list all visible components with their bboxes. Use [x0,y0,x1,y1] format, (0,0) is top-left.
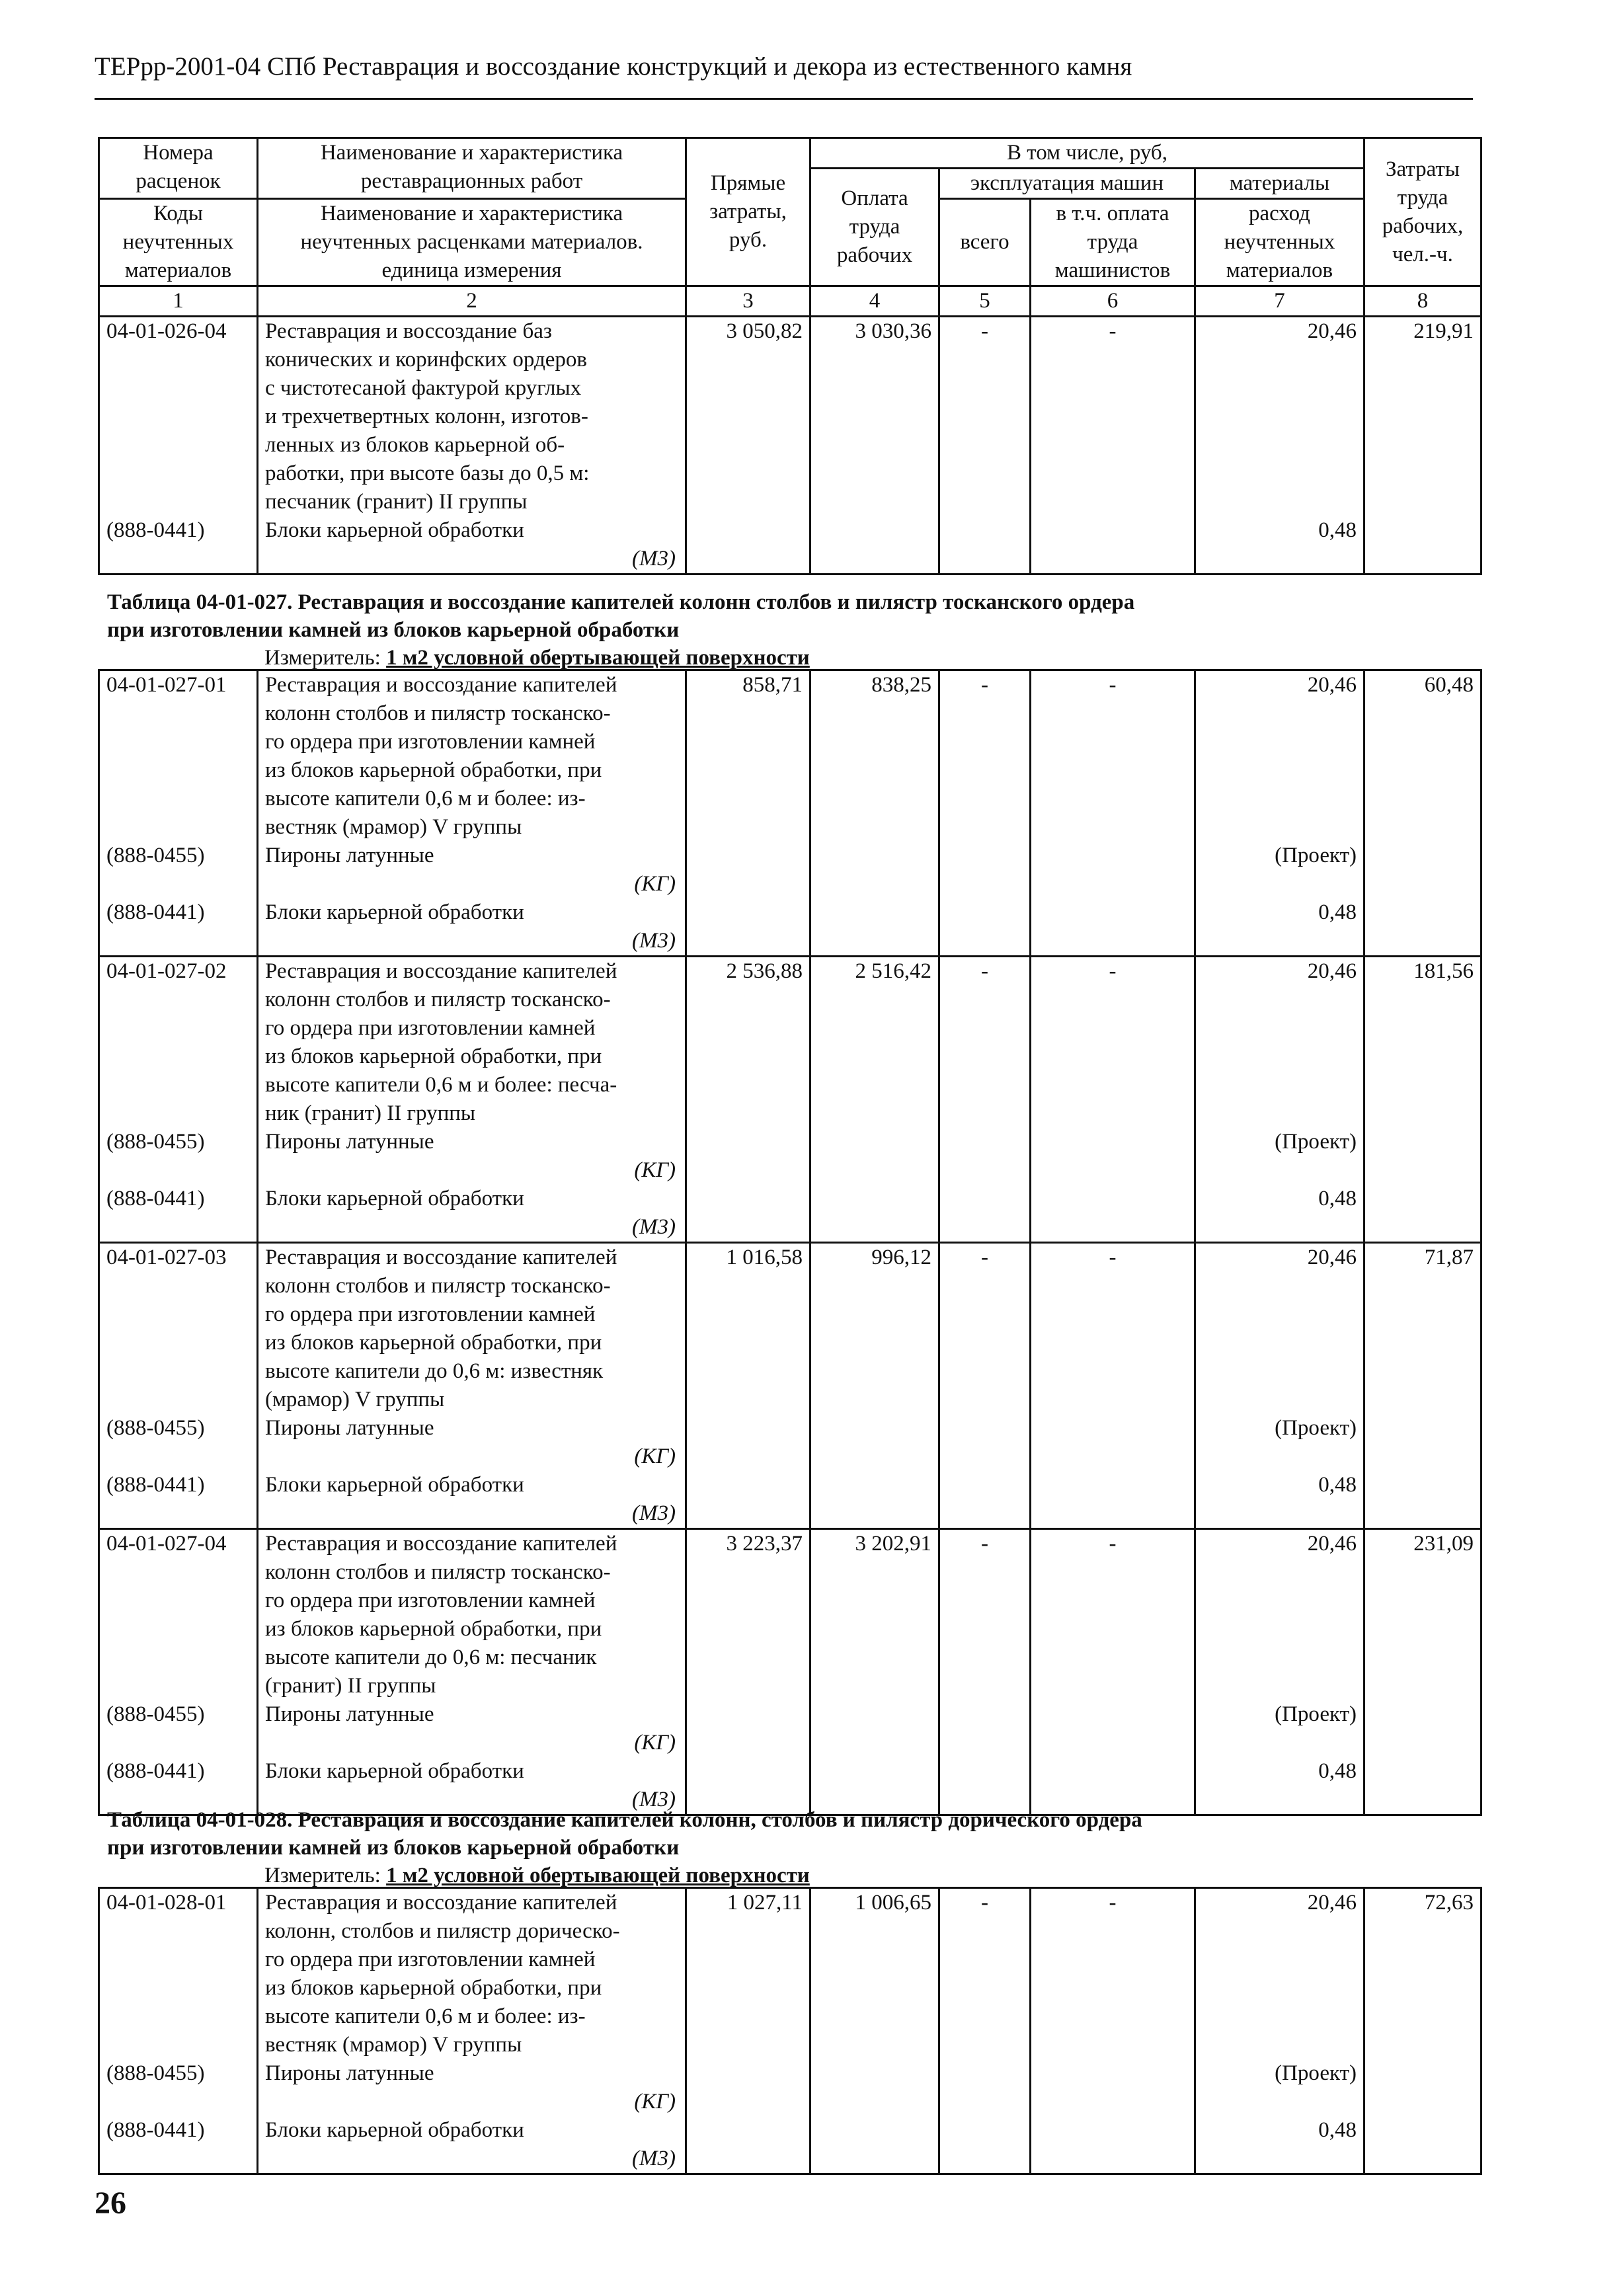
material-code: (888-0455) [106,1130,205,1154]
rate-description: Реставрация и воссоздание капителей колонн столбов и пилястр тосканско- го ордера при изготовлении камней из блоков карьерной обработки, при высоте капители 0,6 м и более: песча- ник (гранит) II группы Пироны латунные (КГ) Блоки карьерной обработки (М3) [258,957,686,1243]
material-name: Блоки карьерной обработки [265,900,524,924]
table-row [99,1243,1481,1529]
header-row-top [99,138,1481,169]
meter-line: Измеритель: 1 м2 условной обертывающей поверхности [264,1864,810,1887]
labor-hours: 60,48 [1364,670,1481,957]
machinist-pay: - [1031,957,1195,1243]
material-qty: 0,48 [1318,2118,1357,2142]
material-qty: (Проект) [1275,844,1357,867]
labor-pay: 838,25 [810,670,939,957]
material-name: Пироны латунные [265,2061,434,2085]
material-qty: 0,48 [1318,1473,1357,1497]
meter-line: Измеритель: 1 м2 условной обертывающей поверхности [264,646,810,670]
material-qty: 0,48 [1318,900,1357,924]
material-name: Блоки карьерной обработки [265,2118,524,2142]
column-number: 6 [1031,286,1195,317]
rate-code: 04-01-027-04 (888-0455) (888-0441) [99,1529,258,1815]
material-name: Блоки карьерной обработки [265,1187,524,1210]
machine-total: - [939,1529,1031,1815]
table-row [99,1529,1481,1815]
table-caption: Таблица 04-01-027. Реставрация и воссоздание капителей колонн столбов и пилястр тосканского ордера при изготовлении камней из блоков карьерной обработки [107,590,1135,642]
header-col6: в т.ч. оплата труда машинистов [1031,199,1195,286]
header-materials: материалы [1195,169,1364,199]
material-qty: (Проект) [1275,1130,1357,1154]
material-qty: 0,48 [1318,518,1357,542]
column-number: 3 [686,286,810,317]
material-qty: 0,48 [1318,1187,1357,1210]
machinist-pay: - [1031,1243,1195,1529]
material-unit: (КГ) [634,1731,676,1755]
labor-pay: 996,12 [810,1243,939,1529]
column-number: 7 [1195,286,1364,317]
direct-costs: 1 027,11 [686,1888,810,2174]
material-unit: (М3) [632,1788,676,1811]
header-col1-bottom: Коды неучтенных материалов [99,199,258,286]
machine-total: - [939,317,1031,574]
machine-total: - [939,957,1031,1243]
machinist-pay: - [1031,317,1195,574]
material-unit: (М3) [632,547,676,571]
labor-hours: 231,09 [1364,1529,1481,1815]
material-unit: (КГ) [634,2090,676,2114]
column-number: 8 [1364,286,1481,317]
table-row [99,670,1481,957]
material-code: (888-0441) [106,1187,205,1210]
header-col2-bottom: Наименование и характеристика неучтенных расценками материалов. единица измерения [258,199,686,286]
column-number: 2 [258,286,686,317]
table-row [99,317,1481,574]
rate-description: Реставрация и воссоздание капителей колонн столбов и пилястр тосканско- го ордера при изготовлении камней из блоков карьерной обработки, при высоте капители до 0,6 м: песчаник (гранит) II группы Пироны латунные (КГ) Блоки карьерной обработки (М3) [258,1529,686,1815]
direct-costs: 3 050,82 [686,317,810,574]
header-col5: всего [939,199,1031,286]
column-number: 4 [810,286,939,317]
material-unit: (М3) [632,2147,676,2170]
rate-code: 04-01-026-04 (888-0441) [99,317,258,574]
machinist-pay: - [1031,1529,1195,1815]
rate-code: 04-01-027-02 (888-0455) (888-0441) [99,957,258,1243]
table-caption: Таблица 04-01-028. Реставрация и воссоздание капителей колонн, столбов и пилястр дорического ордера при изготовлении камней из блоков карьерной обработки [107,1808,1142,1860]
machinist-pay: - [1031,1888,1195,2174]
material-qty: (Проект) [1275,2061,1357,2085]
rate-description: Реставрация и воссоздание капителей колонн столбов и пилястр тосканско- го ордера при изготовлении камней из блоков карьерной обработки, при высоте капители до 0,6 м: известняк (мрамор) V группы Пироны латунные (КГ) Блоки карьерной обработки (М3) [258,1243,686,1529]
rate-description: Реставрация и воссоздание капителей колонн, столбов и пилястр дорическо- го ордера при изготовлении камней из блоков карьерной обработки, при высоте капители 0,6 м и более: из- вестняк (мрамор) V группы Пироны латунные (КГ) Блоки карьерной обработки (М3) [258,1888,686,2174]
labor-pay: 3 030,36 [810,317,939,574]
header-col2-top: Наименование и характеристика реставрационных работ [258,138,686,199]
header-included: В том числе, руб, [810,138,1364,169]
page-number: 26 [95,2186,126,2221]
material-unit: (КГ) [634,1158,676,1182]
rate-code: 04-01-027-03 (888-0455) (888-0441) [99,1243,258,1529]
material-code: (888-0441) [106,900,205,924]
material-name: Пироны латунные [265,844,434,867]
direct-costs: 3 223,37 [686,1529,810,1815]
header-col7: расход неучтенных материалов [1195,199,1364,286]
rate-code: 04-01-027-01 (888-0455) (888-0441) [99,670,258,957]
labor-pay: 1 006,65 [810,1888,939,2174]
title-rule [95,98,1473,100]
materials-cost: 20,46 (Проект) 0,48 [1195,957,1364,1243]
material-name: Пироны латунные [265,1702,434,1726]
materials-cost: 20,46 (Проект) 0,48 [1195,1888,1364,2174]
materials-cost: 20,46 (Проект) 0,48 [1195,670,1364,957]
table-row [99,1888,1481,2174]
header-machines: эксплуатация машин [939,169,1195,199]
material-qty: 0,48 [1318,1759,1357,1783]
material-unit: (М3) [632,929,676,953]
material-qty: (Проект) [1275,1416,1357,1440]
material-code: (888-0455) [106,1702,205,1726]
page-title: ТЕРрр-2001-04 СПб Реставрация и воссоздание конструкций и декора из естественного камня [95,52,1132,81]
direct-costs: 2 536,88 [686,957,810,1243]
labor-hours: 181,56 [1364,957,1481,1243]
header-col1-top: Номера расценок [99,138,258,199]
column-number: 1 [99,286,258,317]
material-code: (888-0455) [106,1416,205,1440]
header-table [98,137,1482,575]
material-unit: (КГ) [634,1445,676,1468]
machine-total: - [939,1888,1031,2174]
material-code: (888-0441) [106,1473,205,1497]
material-unit: (КГ) [634,872,676,896]
rate-description: Реставрация и воссоздание капителей колонн столбов и пилястр тосканско- го ордера при изготовлении камней из блоков карьерной обработки, при высоте капители 0,6 м и более: из- вестняк (мрамор) V группы Пироны латунные (КГ) Блоки карьерной обработки (М3) [258,670,686,957]
material-unit: (М3) [632,1501,676,1525]
header-col8: Затраты труда рабочих, чел.-ч. [1364,138,1481,286]
material-code: (888-0441) [106,518,205,542]
material-qty: (Проект) [1275,1702,1357,1726]
direct-costs: 1 016,58 [686,1243,810,1529]
machine-total: - [939,670,1031,957]
material-code: (888-0441) [106,1759,205,1783]
material-name: Пироны латунные [265,1416,434,1440]
material-name: Пироны латунные [265,1130,434,1154]
rate-code: 04-01-028-01 (888-0455) (888-0441) [99,1888,258,2174]
column-number-row [99,286,1481,317]
materials-cost: 20,46 (Проект) 0,48 [1195,1529,1364,1815]
labor-hours: 71,87 [1364,1243,1481,1529]
labor-hours: 72,63 [1364,1888,1481,2174]
material-name: Блоки карьерной обработки [265,1759,524,1783]
materials-cost: 20,46 (Проект) 0,48 [1195,1243,1364,1529]
material-unit: (М3) [632,1215,676,1239]
header-col4: Оплата труда рабочих [810,169,939,286]
header-col3: Прямые затраты, руб. [686,138,810,286]
material-name: Блоки карьерной обработки [265,1473,524,1497]
material-code: (888-0455) [106,2061,205,2085]
rate-description: Реставрация и воссоздание баз конических и коринфских ордеров с чистотесаной фактурой круглых и трехчетвертных колонн, изготов- ленных из блоков карьерной об- работки, при высоте базы до 0,5 м: песчаник (гранит) II группы Блоки карьерной обработки (М3) [258,317,686,574]
table-04-01-028 [98,1887,1482,2175]
labor-pay: 3 202,91 [810,1529,939,1815]
labor-hours: 219,91 [1364,317,1481,574]
material-code: (888-0441) [106,2118,205,2142]
machine-total: - [939,1243,1031,1529]
table-04-01-027 [98,669,1482,1816]
table-row [99,957,1481,1243]
column-number: 5 [939,286,1031,317]
direct-costs: 858,71 [686,670,810,957]
material-code: (888-0455) [106,844,205,867]
machinist-pay: - [1031,670,1195,957]
materials-cost: 20,46 0,48 [1195,317,1364,574]
labor-pay: 2 516,42 [810,957,939,1243]
material-name: Блоки карьерной обработки [265,518,524,542]
